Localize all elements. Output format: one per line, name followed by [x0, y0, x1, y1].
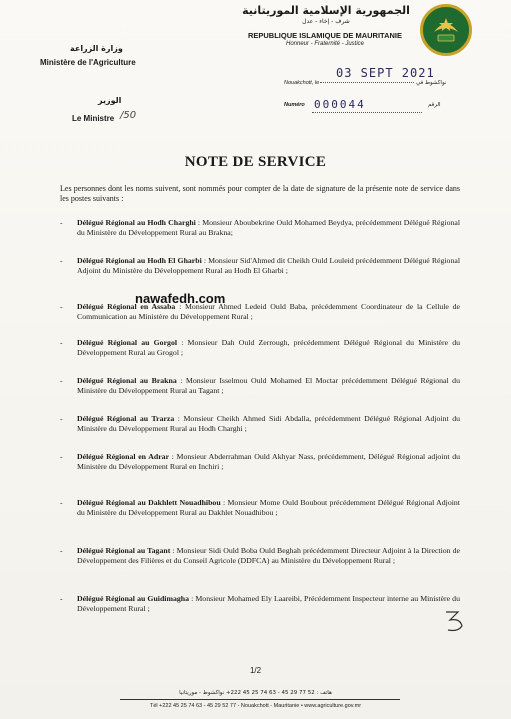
appointment-text: : Monsieur Abderrahman Ould Akhyar Nass, précédemment, Délégué Régional adjoint du Ministère du Développement Rural en Inchiri ;: [77, 452, 461, 471]
appointment-text: : Monsieur Sid'Ahmed dit Cheikh Ould Louleid précédemment Délégué Régional Adjoint du Ministère du Développement Rural au Hodh El Gharbi ;: [77, 256, 460, 275]
appointment-text: : Monsieur Isselmou Ould Mohamed El Moctar précédemment Délégué Régional du Ministère du Développement Rural au Tagant ;: [77, 376, 460, 395]
list-bullet: -: [60, 498, 63, 507]
appointment-role: Délégué Régional au Hodh El Gharbi: [77, 256, 202, 265]
list-bullet: -: [60, 594, 63, 603]
number-line: [312, 112, 422, 113]
republic-name-french: REPUBLIQUE ISLAMIQUE DE MAURITANIE: [247, 31, 403, 40]
appointment-text: : Monsieur Mome Ould Boubout précédemment Délégué Régional Adjoint du Ministère du Développement Rural au Dakhlet Nouadhibou ;: [77, 498, 460, 517]
republic-name-arabic: الجمهورية الإسلامية الموريتانية: [242, 4, 410, 17]
footer-french: Tél +222 45 25 74 63 - 45 29 52 77 - Nouakchott - Mauritanie • www.agriculture.gov.mr: [149, 703, 362, 709]
list-bullet: -: [60, 218, 63, 227]
list-bullet: -: [60, 452, 63, 461]
appointment-text: : Monsieur Sidi Ould Boba Ould Beghah précédemment Directeur Adjoint à la Direction de Développement des Filières et du Conseil Agricole (DDFCA) au Ministère du Développement Rural ;: [77, 546, 460, 565]
list-bullet: -: [60, 414, 63, 423]
list-bullet: -: [60, 546, 63, 555]
page-number: 1/2: [249, 666, 262, 675]
list-item: [60, 338, 460, 358]
signature-mark-icon: [440, 606, 470, 636]
list-item: [60, 546, 460, 566]
document-title: NOTE DE SERVICE: [184, 154, 327, 170]
appointment-role: Délégué Régional au Guidimagha: [77, 594, 189, 603]
list-bullet: -: [60, 338, 63, 347]
ministry-name-french: Ministère de l'Agriculture: [40, 58, 136, 67]
appointment-role: Délégué Régional en Assaba: [77, 302, 176, 311]
appointment-role: Délégué Régional au Trarza: [77, 414, 175, 423]
minister-label-french: Le Ministre: [72, 114, 115, 123]
ministry-name-arabic: وزارة الزراعة: [70, 44, 123, 53]
site-watermark: nawafedh.com: [135, 291, 226, 306]
list-item: [60, 414, 460, 434]
intro-paragraph: Les personnes dont les noms suivent, sont nommés pour compter de la date de signature de la présente note de service dans les postes suivants :: [60, 184, 460, 203]
appointment-text: : Monsieur Mohamed Ely Laareibi, Précédemment Inspecteur interne au Ministère du Développement Rural ;: [77, 594, 460, 613]
list-item: [60, 594, 460, 614]
appointment-role: Délégué Régional au Hodh Charghi: [77, 218, 196, 227]
appointment-role: Délégué Régional en Adrar: [77, 452, 170, 461]
place-label: Nouakchott, le: [284, 80, 320, 86]
national-emblem-icon: [420, 4, 472, 56]
list-item: [60, 498, 460, 518]
document-number: 000044: [314, 98, 366, 111]
list-item: [60, 218, 460, 238]
number-label: Numéro: [284, 102, 305, 108]
document-date: 03 SEPT 2021: [336, 66, 435, 80]
list-bullet: -: [60, 256, 63, 265]
appointment-role: Délégué Régional au Dakhlett Nouadhibou: [77, 498, 221, 507]
number-label-arabic: الرقم: [428, 102, 441, 108]
minister-label-arabic: الوزير: [98, 96, 122, 105]
list-bullet: -: [60, 302, 63, 311]
footer-divider: [120, 699, 400, 700]
motto-arabic: شرف - إخاء - عدل: [302, 18, 350, 25]
list-item: [60, 376, 460, 396]
place-label-arabic: نواكشوط في: [416, 80, 447, 86]
minister-reference-mark: /50: [120, 110, 137, 121]
motto-french: Honneur - Fraternité - Justice: [285, 41, 365, 47]
appointment-text: : Monsieur Aboubekrine Ould Mohamed Beydya, précédemment Délégué Régional du Ministère du Développement Rural au Brakna;: [77, 218, 461, 237]
appointment-role: Délégué Régional au Gorgol: [77, 338, 178, 347]
footer-arabic: هاتف : 52 77 29 45 - 63 74 25 45 222+ نواكشوط - موريتانيا: [179, 690, 332, 696]
list-bullet: -: [60, 376, 63, 385]
appointment-text: : Monsieur Ahmed Ledeid Ould Baba, précédemment Coordinateur de la Cellule de Communication au Ministère du Développement Rural ;: [77, 302, 460, 321]
list-item: [60, 256, 460, 276]
appointment-role: Délégué Régional au Brakna: [77, 376, 177, 385]
date-line: [320, 82, 414, 83]
list-item: [60, 452, 460, 472]
appointment-text: : Monsieur Dah Ould Zerrough, précédemment Délégué Régional du Ministère du Développement Rural au Grogol ;: [77, 338, 460, 357]
appointment-role: Délégué Régional au Tagant: [77, 546, 171, 555]
appointment-text: : Monsieur Cheikh Ahmed Sidi Abdalla, précédemment Délégué Régional Adjoint du Ministère du Développement Rural au Hodh Charghi ;: [77, 414, 460, 433]
list-item: [60, 302, 460, 322]
